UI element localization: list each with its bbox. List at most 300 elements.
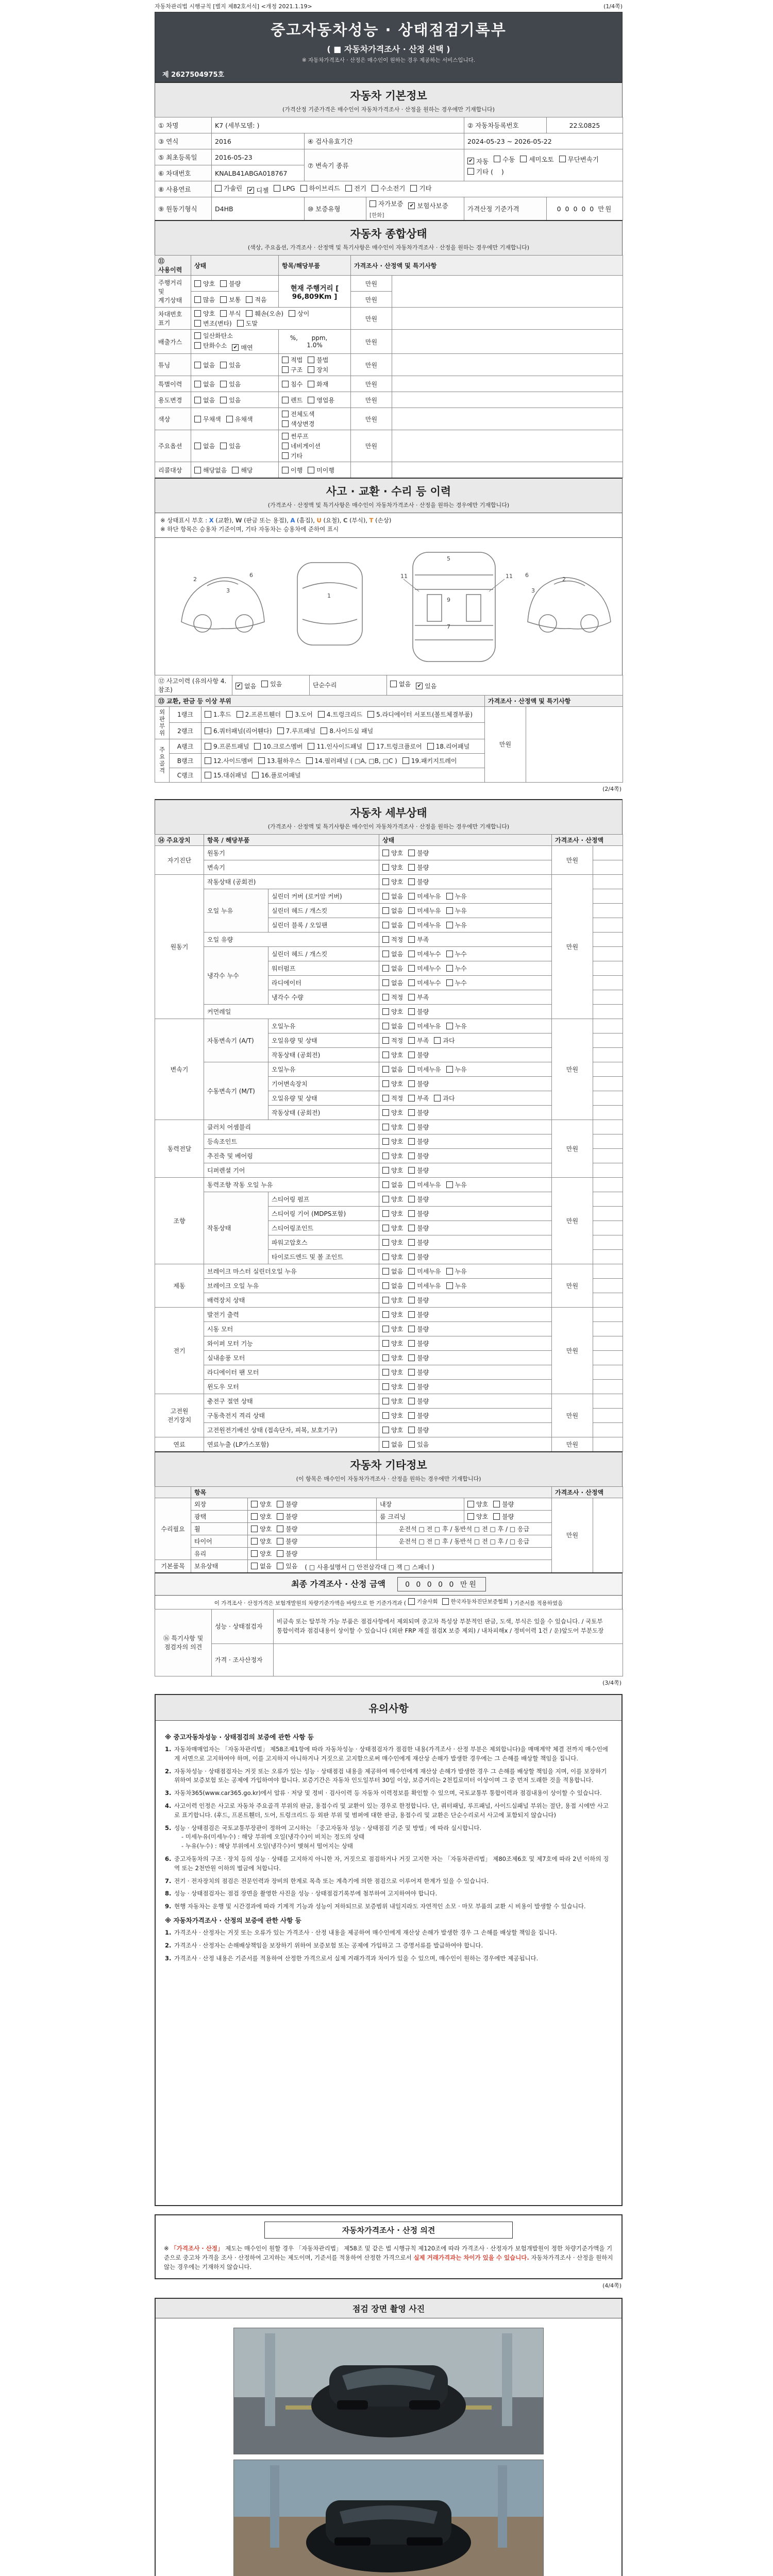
- base-price-value: 0 0 0 0 0 만원: [547, 197, 623, 221]
- table-row: 주요옵션 없음 있음 썬루프 네비게이션 기타 만원: [155, 430, 623, 462]
- checkbox-불량[interactable]: [277, 1501, 283, 1507]
- option-양호: 양호: [251, 1537, 272, 1546]
- table-row: 연료 연료누출 (LP가스포함) 없음 있음 만원: [155, 1437, 623, 1451]
- checkbox-기타[interactable]: [410, 185, 417, 192]
- checkbox-미세누유[interactable]: [408, 1181, 415, 1188]
- option-양호: 양호: [382, 1007, 403, 1016]
- checkbox-양호[interactable]: [382, 1354, 389, 1361]
- checkbox-기술사회[interactable]: [408, 1598, 415, 1605]
- overall-state-table: [155, 255, 623, 478]
- table-row: 추진축 및 베어링 양호 불량: [155, 1148, 623, 1163]
- option-썬루프: 썬루프: [282, 432, 309, 440]
- option-8.사이드실 패널: 8.사이드실 패널: [321, 726, 373, 735]
- checkbox-적법[interactable]: [282, 357, 289, 363]
- checkbox-자동[interactable]: ✔: [467, 158, 474, 164]
- checkbox-없음[interactable]: [390, 681, 397, 687]
- checkbox-없음[interactable]: [382, 907, 389, 914]
- checkbox-누유[interactable]: [446, 922, 453, 928]
- option-없음: 없음: [382, 1267, 403, 1276]
- option-하이브리드: 하이브리드: [300, 183, 340, 193]
- notice-list-1: [165, 1745, 612, 1911]
- checkbox-적정[interactable]: [382, 936, 389, 943]
- checkbox-2.프론트휀더[interactable]: [237, 711, 243, 718]
- checkbox-없음[interactable]: [382, 922, 389, 928]
- checkbox-없음[interactable]: [382, 1066, 389, 1073]
- inspector-label: 성능 · 상태점검자: [212, 1609, 274, 1643]
- checkbox-장치[interactable]: [308, 366, 314, 373]
- checkbox-수소전기[interactable]: [372, 185, 378, 192]
- checkbox-불량[interactable]: [408, 1225, 415, 1231]
- checkbox-과다[interactable]: [434, 1095, 441, 1101]
- checkbox-불량[interactable]: [408, 864, 415, 871]
- checkbox-전체도색[interactable]: [282, 411, 289, 417]
- checkbox-15.대쉬패널[interactable]: [205, 772, 211, 778]
- svg-text:11: 11: [400, 572, 408, 580]
- option-적정: 적정: [382, 1094, 403, 1103]
- checkbox-양호[interactable]: [382, 1412, 389, 1419]
- checkbox-양호[interactable]: [382, 878, 389, 885]
- checkbox-이행[interactable]: [282, 467, 289, 473]
- checkbox-양호[interactable]: [382, 1427, 389, 1433]
- checkbox-불량[interactable]: [408, 1138, 415, 1145]
- checkbox-불량[interactable]: [408, 1311, 415, 1318]
- checkbox-12.사이드멤버[interactable]: [205, 757, 211, 764]
- checkbox-양호[interactable]: [251, 1538, 258, 1545]
- checkbox-불량[interactable]: [408, 1253, 415, 1260]
- section-overall: [155, 220, 623, 256]
- checkbox-양호[interactable]: [382, 1297, 389, 1303]
- checkbox-없음[interactable]: [382, 1282, 389, 1289]
- table-row: 냉각수 수량 적정 부족: [155, 990, 623, 1004]
- table-row: 휠 양호 불량 운전석 □ 전 □ 후 / 동반석 □ 전 □ 후 / □ 응급: [155, 1522, 623, 1535]
- notice-item: 5. 성능 · 상태점검은 국토교통부장관이 정하여 고시하는 「중고자동차 성능 · 상태점검 기준 및 방법」에 따라 실시합니다. - 미세누유(미세누수) : 해당 부위에 오일(냉각수)이 비치는 정도의 상태 - 누유(누수) : 해당 부위에서 오일(냉각수)이 맺혀서 떨어지는 상태: [165, 1824, 482, 1850]
- option-부족: 부족: [408, 935, 429, 944]
- checkbox-보험사보증[interactable]: ✔: [408, 202, 415, 209]
- checkbox-불법[interactable]: [308, 357, 314, 363]
- inspection-period-value: 2024-05-23 ~ 2026-05-22: [464, 133, 623, 149]
- checkbox-구조[interactable]: [282, 366, 289, 373]
- option-무채색: 무채색: [194, 415, 221, 423]
- option-양호: 양호: [382, 1151, 403, 1160]
- checkbox-양호[interactable]: [382, 864, 389, 871]
- checkbox-불량[interactable]: [408, 1369, 415, 1376]
- checkbox-양호[interactable]: [251, 1501, 258, 1507]
- checkbox-17.트렁크플로어[interactable]: [367, 743, 374, 750]
- checkbox-미세누수[interactable]: [408, 979, 415, 986]
- checkbox-불량[interactable]: [408, 1398, 415, 1404]
- checkbox-4.트렁크리드[interactable]: [318, 711, 325, 718]
- table-row: 워터펌프 없음 미세누수 누수: [155, 961, 623, 975]
- checkbox-렌트[interactable]: [282, 397, 289, 403]
- option-있음: 있음: [277, 1562, 297, 1570]
- option-누유: 누유: [446, 1065, 467, 1074]
- table-row: 원동기 작동상태 (공회전) 양호 불량 만원: [155, 874, 623, 889]
- checkbox-부족[interactable]: [408, 994, 415, 1001]
- option-양호: 양호: [382, 1137, 403, 1146]
- checkbox-미세누유[interactable]: [408, 1282, 415, 1289]
- section-accident-subtitle: (가격조사 · 산정액 및 특기사항은 매수인이 자동차가격조사 · 산정을 원하는 경우에만 기재합니다): [267, 502, 510, 509]
- checkbox-6.쿼터패널(리어휀다)[interactable]: [205, 727, 211, 734]
- checkbox-불량[interactable]: [408, 1340, 415, 1347]
- year-value: 2016: [212, 133, 305, 149]
- checkbox-양호[interactable]: [382, 1369, 389, 1376]
- checkbox-과다[interactable]: [434, 1037, 441, 1044]
- checkbox-양호[interactable]: [382, 1052, 389, 1058]
- checkbox-없음[interactable]: [382, 893, 389, 900]
- checkbox-누수[interactable]: [446, 965, 453, 972]
- checkbox-18.리어패널[interactable]: [427, 743, 434, 750]
- checkbox-없음[interactable]: [382, 1181, 389, 1188]
- table-row: 조향 동력조향 작동 오일 누유 없음 미세누유 누유 만원: [155, 1177, 623, 1192]
- checkbox-자가보증[interactable]: [369, 200, 376, 207]
- option-5.라디에이터 서포트(볼트체결부품): 5.라디에이터 서포트(볼트체결부품): [367, 710, 473, 719]
- svg-text:6: 6: [249, 571, 253, 579]
- checkbox-불량[interactable]: [277, 1538, 283, 1545]
- simple-repair-options: [387, 675, 623, 695]
- table-row: C랭크 15.대쉬패널 16.플로어패널: [155, 768, 623, 782]
- table-row: 윈도우 모터 양호 불량: [155, 1379, 623, 1394]
- checkbox-양호[interactable]: [382, 1167, 389, 1174]
- inspection-photo-rear: [233, 2460, 544, 2576]
- checkbox-없음[interactable]: [194, 381, 201, 387]
- option-불량: 불량: [408, 1325, 429, 1333]
- option-불량: 불량: [408, 863, 429, 872]
- checkbox-누유[interactable]: [446, 907, 453, 914]
- checkbox-기타[interactable]: [282, 452, 289, 459]
- checkbox-무단변속기[interactable]: [559, 156, 566, 162]
- accident-history-label: ⑫ 사고이력 (유의사항 4.참조): [155, 675, 232, 695]
- checkbox-양호[interactable]: [382, 1138, 389, 1145]
- table-row: 오일유량 및 상태 적정 부족 과다: [155, 1033, 623, 1047]
- checkbox-해당[interactable]: [232, 467, 239, 473]
- checkbox-매연[interactable]: ✔: [232, 344, 239, 351]
- checkbox-양호[interactable]: [382, 1210, 389, 1217]
- checkbox-부족[interactable]: [408, 1095, 415, 1101]
- checkbox-불량[interactable]: [277, 1513, 283, 1520]
- checkbox-양호[interactable]: [382, 850, 389, 856]
- checkbox-없음[interactable]: ✔: [236, 683, 242, 689]
- first-reg-label: ⑤ 최초등록일: [155, 149, 212, 165]
- checkbox-도말[interactable]: [237, 320, 244, 327]
- checkbox-부식[interactable]: [220, 310, 227, 317]
- checkbox-누유[interactable]: [446, 893, 453, 900]
- checkbox-불량[interactable]: [408, 1354, 415, 1361]
- transmission-options: [464, 149, 623, 181]
- checkbox-3.도어[interactable]: [286, 711, 293, 718]
- checkbox-있음[interactable]: [277, 1563, 283, 1569]
- option-양호: 양호: [382, 1050, 403, 1059]
- checkbox-미세누유[interactable]: [408, 922, 415, 928]
- checkbox-색상변경[interactable]: [282, 420, 289, 427]
- checkbox-누수[interactable]: [446, 951, 453, 957]
- option-미세누수: 미세누수: [408, 978, 441, 987]
- checkbox-없음[interactable]: [382, 1268, 389, 1275]
- vin-label: ⑥ 차대번호: [155, 165, 212, 181]
- option-부족: 부족: [408, 1036, 429, 1045]
- checkbox-13.휠하우스[interactable]: [258, 757, 265, 764]
- checkbox-한국자동차진단보증협회[interactable]: [442, 1598, 449, 1605]
- checkbox-불량[interactable]: [408, 1412, 415, 1419]
- checkbox-불량[interactable]: [408, 1427, 415, 1433]
- checkbox-변조(변타)[interactable]: [194, 320, 201, 327]
- notice-block: [155, 1694, 623, 2206]
- checkbox-11.인사이드패널[interactable]: [308, 743, 314, 750]
- checkbox-양호[interactable]: [194, 310, 201, 317]
- option-불량: 불량: [408, 1411, 429, 1420]
- checkbox-양호[interactable]: [382, 1239, 389, 1246]
- checkbox-불량[interactable]: [408, 850, 415, 856]
- year-label: ③ 연식: [155, 133, 212, 149]
- checkbox-있음[interactable]: [220, 362, 227, 368]
- checkbox-미세누유[interactable]: [408, 1066, 415, 1073]
- checkbox-침수[interactable]: [282, 381, 289, 387]
- appraiser-label: 가격 · 조사산정자: [212, 1643, 274, 1676]
- checkbox-불량[interactable]: [408, 878, 415, 885]
- option-양호: 양호: [382, 1209, 403, 1218]
- checkbox-보통[interactable]: [220, 296, 227, 303]
- checkbox-기타 ( )[interactable]: [467, 168, 474, 175]
- option-누수: 누수: [446, 964, 467, 973]
- checkbox-양호[interactable]: [194, 280, 201, 287]
- checkbox-불량[interactable]: [277, 1550, 283, 1557]
- checkbox-양호[interactable]: [382, 1124, 389, 1130]
- option-양호: 양호: [382, 863, 403, 872]
- table-row: 와이퍼 모터 기능 양호 불량: [155, 1336, 623, 1350]
- checkbox-없음[interactable]: [194, 362, 201, 368]
- checkbox-누수[interactable]: [446, 979, 453, 986]
- checkbox-양호[interactable]: [382, 1008, 389, 1015]
- checkbox-양호[interactable]: [382, 1196, 389, 1202]
- option-누유: 누유: [446, 906, 467, 915]
- option-렌트: 렌트: [282, 396, 303, 404]
- checkbox-불량[interactable]: [408, 1052, 415, 1058]
- table-row: 커먼레일 양호 불량: [155, 1004, 623, 1019]
- checkbox-양호[interactable]: [467, 1513, 474, 1520]
- checkbox-미세누수[interactable]: [408, 951, 415, 957]
- checkbox-5.라디에이터 서포트(볼트체결부품)[interactable]: [367, 711, 374, 718]
- car-name-value: K7 (세부모델: ): [212, 117, 464, 133]
- checkbox-없음[interactable]: [382, 1023, 389, 1029]
- checkbox-불량[interactable]: [408, 1297, 415, 1303]
- checkbox-무채색[interactable]: [194, 416, 201, 422]
- option-13.휠하우스: 13.휠하우스: [258, 756, 300, 765]
- checkbox-네비게이션[interactable]: [282, 443, 289, 449]
- checkbox-양호[interactable]: [467, 1501, 474, 1507]
- checkbox-8.사이드실 패널[interactable]: [321, 727, 327, 734]
- option-한국자동차진단보증협회: 한국자동차진단보증협회: [442, 1598, 509, 1605]
- option-없음: 없음: [382, 921, 403, 929]
- checkbox-양호[interactable]: [382, 1398, 389, 1404]
- checkbox-없음[interactable]: [194, 443, 201, 449]
- checkbox-양호[interactable]: [382, 1383, 389, 1390]
- checkbox-양호[interactable]: [251, 1513, 258, 1520]
- option-없음: 없음: [251, 1562, 272, 1570]
- checkbox-불량[interactable]: [408, 1080, 415, 1087]
- checkbox-누유[interactable]: [446, 1282, 453, 1289]
- checkbox-양호[interactable]: [382, 1253, 389, 1260]
- checkbox-없음[interactable]: [382, 1441, 389, 1448]
- checkbox-불량[interactable]: [493, 1513, 500, 1520]
- checkbox-불량[interactable]: [408, 1109, 415, 1116]
- photo-block: [155, 2298, 623, 2576]
- checkbox-양호[interactable]: [382, 1326, 389, 1332]
- checkbox-양호[interactable]: [382, 1340, 389, 1347]
- checkbox-누유[interactable]: [446, 1023, 453, 1029]
- option-양호: 양호: [382, 1339, 403, 1348]
- checkbox-불량[interactable]: [408, 1008, 415, 1015]
- checkbox-불량[interactable]: [408, 1124, 415, 1130]
- checkbox-전기[interactable]: [345, 185, 352, 192]
- checkbox-일산화탄소[interactable]: [194, 332, 201, 339]
- checkbox-미세누유[interactable]: [408, 893, 415, 900]
- table-row: 배력장치 상태 양호 불량: [155, 1293, 623, 1307]
- checkbox-적음[interactable]: [246, 296, 253, 303]
- checkbox-유채색[interactable]: [226, 416, 233, 422]
- checkbox-하이브리드[interactable]: [300, 185, 307, 192]
- checkbox-부족[interactable]: [408, 1037, 415, 1044]
- exchange-price-header: 가격조사 · 산정액 및 특기사항: [485, 695, 623, 706]
- option-11.인사이드패널: 11.인사이드패널: [308, 742, 362, 751]
- checkbox-양호[interactable]: [382, 1225, 389, 1231]
- checkbox-훼손(오손)[interactable]: [246, 310, 253, 317]
- option-9.프론트패널: 9.프론트패널: [205, 742, 249, 751]
- checkbox-썬루프[interactable]: [282, 433, 289, 439]
- checkbox-양호[interactable]: [382, 1109, 389, 1116]
- table-row: 라디에이터 팬 모터 양호 불량: [155, 1365, 623, 1379]
- checkbox-양호[interactable]: [251, 1550, 258, 1557]
- checkbox-양호[interactable]: [251, 1526, 258, 1532]
- checkbox-적정[interactable]: [382, 1037, 389, 1044]
- checkbox-19.패키지트레이[interactable]: [402, 757, 409, 764]
- checkbox-미세누유[interactable]: [408, 907, 415, 914]
- checkbox-불량[interactable]: [408, 1210, 415, 1217]
- option-없음: 없음: [382, 950, 403, 958]
- warranty-label: ⑩ 보증유형: [305, 197, 366, 221]
- checkbox-LPG[interactable]: [274, 185, 280, 192]
- checkbox-많음[interactable]: [194, 296, 201, 303]
- checkbox-가솔린[interactable]: [215, 185, 222, 192]
- checkbox-불량[interactable]: [408, 1326, 415, 1332]
- first-reg-value: 2016-05-23: [212, 149, 305, 165]
- checkbox-불량[interactable]: [277, 1526, 283, 1532]
- option-없음: 없음: [194, 396, 215, 404]
- checkbox-없음[interactable]: [382, 979, 389, 986]
- checkbox-14.필러패널 ( □A, □B, □C )[interactable]: [306, 757, 313, 764]
- option-미세누유: 미세누유: [408, 892, 441, 901]
- checkbox-있음[interactable]: [261, 681, 268, 687]
- engine-type-label: ⑨ 원동기형식: [155, 197, 212, 221]
- checkbox-9.프론트패널[interactable]: [205, 743, 211, 750]
- notice-sub1: ※ 중고자동차성능 · 상태점검의 보증에 관한 사항 등: [165, 1733, 314, 1741]
- option-디젤: ✔ 디젤: [247, 185, 268, 195]
- table-row: 전기 발전기 출력 양호 불량 만원: [155, 1307, 623, 1321]
- checkbox-16.플로어패널[interactable]: [252, 772, 259, 778]
- option-있음: ✔ 있음: [416, 682, 436, 690]
- checkbox-불량[interactable]: [220, 280, 227, 287]
- checkbox-미세누수[interactable]: [408, 965, 415, 972]
- checkbox-불량[interactable]: [408, 1196, 415, 1202]
- checkbox-부족[interactable]: [408, 936, 415, 943]
- table-row: 스티어링조인트 양호 불량: [155, 1221, 623, 1235]
- checkbox-없음[interactable]: [382, 965, 389, 972]
- checkbox-10.크로스멤버[interactable]: [254, 743, 261, 750]
- checkbox-해당없음[interactable]: [194, 467, 201, 473]
- checkbox-상이[interactable]: [289, 310, 295, 317]
- table-row: 수리필요 외장 양호 불량 내장 양호 불량 만원: [155, 1498, 623, 1510]
- price-basis-post: ) 기준서를 적용하였음: [510, 1600, 563, 1606]
- option-없음: 없음: [382, 1440, 403, 1449]
- checkbox-화재[interactable]: [308, 381, 314, 387]
- table-row: 시동 모터 양호 불량: [155, 1321, 623, 1336]
- fuel-options: [212, 181, 623, 197]
- checkbox-있음[interactable]: [220, 381, 227, 387]
- checkbox-세미오토[interactable]: [520, 156, 527, 162]
- checkbox-있음[interactable]: [408, 1441, 415, 1448]
- checkbox-양호[interactable]: [382, 1080, 389, 1087]
- checkbox-없음[interactable]: [382, 951, 389, 957]
- option-양호: 양호: [467, 1500, 488, 1509]
- checkbox-누유[interactable]: [446, 1066, 453, 1073]
- checkbox-누유[interactable]: [446, 1181, 453, 1188]
- checkbox-있음[interactable]: ✔: [416, 683, 423, 689]
- transmission-label: ⑦ 변속기 종류: [305, 149, 464, 181]
- checkbox-적정[interactable]: [382, 994, 389, 1001]
- checkbox-미세누유[interactable]: [408, 1023, 415, 1029]
- final-price-row: [155, 1572, 623, 1596]
- checkbox-있음[interactable]: [220, 397, 227, 403]
- remarks-table: [155, 1609, 623, 1676]
- section-accident-title: 사고 · 교환 · 수리 등 이력: [326, 485, 451, 498]
- checkbox-불량[interactable]: [493, 1501, 500, 1507]
- checkbox-없음[interactable]: [251, 1563, 258, 1569]
- checkbox-1.후드[interactable]: [205, 711, 211, 718]
- checkbox-7.루프패널[interactable]: [277, 727, 284, 734]
- checkbox-양호[interactable]: [382, 1153, 389, 1159]
- notice-item: 3. 가격조사 · 산정 내용은 기준서를 적용하여 산정한 가격으로서 실제 거래가격과 차이가 있을 수 있으며, 매수인이 원하는 경우에만 제공됩니다.: [165, 1955, 539, 1962]
- option-침수: 침수: [282, 380, 303, 388]
- checkbox-불량[interactable]: [408, 1383, 415, 1390]
- checkbox-수동[interactable]: [494, 156, 500, 162]
- checkbox-있음[interactable]: [220, 443, 227, 449]
- checkbox-없음[interactable]: [194, 397, 201, 403]
- option-16.플로어패널: 16.플로어패널: [252, 771, 300, 779]
- table-row: 냉각수 누수 실린더 헤드 / 개스킷 없음 미세누수 누수: [155, 946, 623, 961]
- table-row: 동력전달 클러치 어셈블리 양호 불량 만원: [155, 1120, 623, 1134]
- checkbox-탄화수소[interactable]: [194, 342, 201, 349]
- checkbox-미이행[interactable]: [308, 467, 314, 473]
- option-없음: 없음: [194, 361, 215, 369]
- table-row: 색상 무채색 유채색 전체도색 색상변경 만원: [155, 408, 623, 430]
- table-row: 튜닝 없음 있음 적법 불법 구조 장치 만원: [155, 354, 623, 376]
- checkbox-미세누유[interactable]: [408, 1268, 415, 1275]
- price-basis-options: [406, 1600, 510, 1606]
- option-양호: 양호: [382, 1426, 403, 1434]
- checkbox-영업용[interactable]: [308, 397, 314, 403]
- option-보통: 보통: [220, 295, 241, 304]
- option-양호: 양호: [382, 1166, 403, 1175]
- option-해당: 해당: [232, 466, 253, 474]
- checkbox-누유[interactable]: [446, 1268, 453, 1275]
- checkbox-불량[interactable]: [408, 1239, 415, 1246]
- document-title: 중고자동차성능 · 상태점검기록부: [271, 21, 507, 39]
- checkbox-디젤[interactable]: ✔: [247, 187, 254, 194]
- fuel-label: ⑧ 사용연료: [155, 181, 212, 197]
- checkbox-적정[interactable]: [382, 1095, 389, 1101]
- option-불량: 불량: [408, 1382, 429, 1391]
- checkbox-양호[interactable]: [382, 1311, 389, 1318]
- checkbox-불량[interactable]: [408, 1153, 415, 1159]
- checkbox-불량[interactable]: [408, 1167, 415, 1174]
